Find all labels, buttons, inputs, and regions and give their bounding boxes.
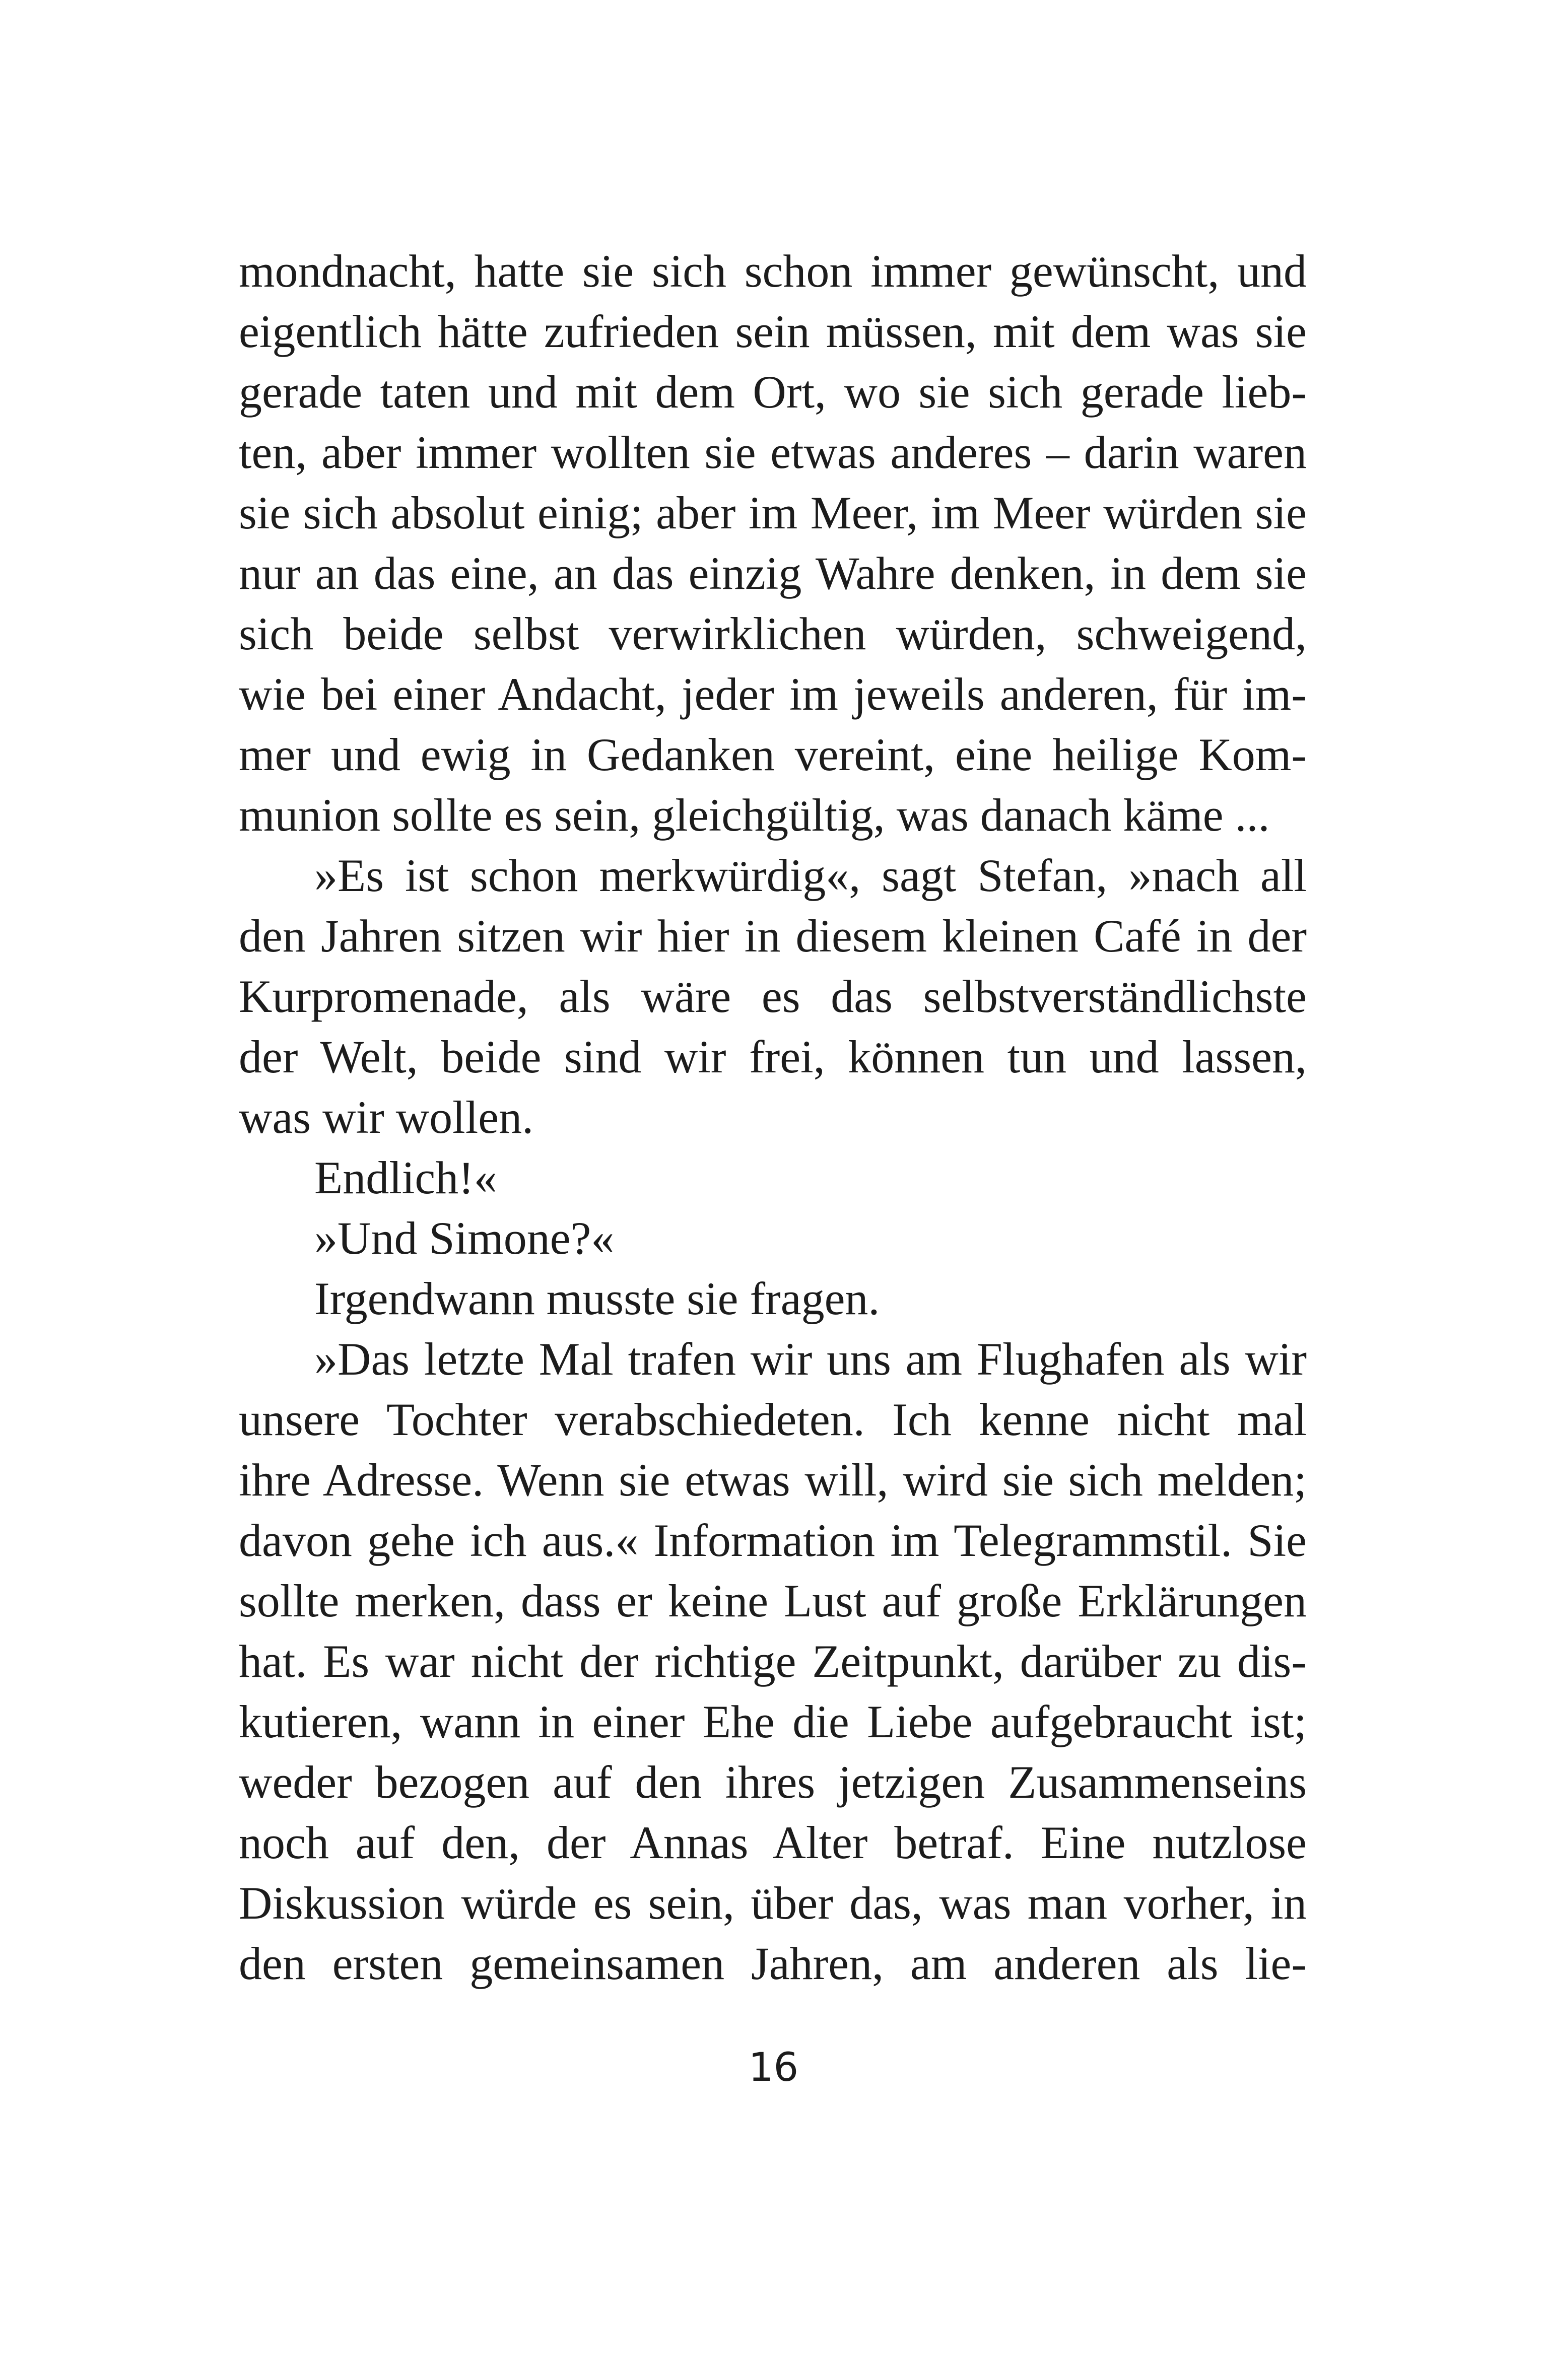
text-line: unsere Tochter verabschiedeten. Ich kenne nicht mal bbox=[239, 1394, 1307, 1445]
text-line: sie sich absolut einig; aber im Meer, im Meer würden sie bbox=[239, 487, 1307, 538]
text-line: nur an das eine, an das einzig Wahre denken, in dem sie bbox=[239, 548, 1307, 599]
page-number: 16 bbox=[748, 2045, 799, 2090]
text-line: weder bezogen auf den ihres jetzigen Zusammenseins bbox=[239, 1756, 1307, 1808]
text-line: wie bei einer Andacht, jeder im jeweils anderen, für im- bbox=[239, 668, 1307, 720]
text-line: noch auf den, der Annas Alter betraf. Eine nutzlose bbox=[239, 1817, 1307, 1868]
text-line: Kurpromenade, als wäre es das selbstverständlichste bbox=[239, 971, 1307, 1022]
text-line: kutieren, wann in einer Ehe die Liebe aufgebraucht ist; bbox=[239, 1696, 1307, 1747]
text-line: munion sollte es sein, gleichgültig, was danach käme ... bbox=[239, 789, 1270, 841]
text-line: der Welt, beide sind wir frei, können tun und lassen, bbox=[239, 1031, 1307, 1082]
text-line: »Es ist schon merkwürdig«, sagt Stefan, »nach all bbox=[314, 850, 1307, 901]
text-line: davon gehe ich aus.« Information im Telegrammstil. Sie bbox=[239, 1515, 1307, 1566]
text-line: ihre Adresse. Wenn sie etwas will, wird sie sich melden; bbox=[239, 1454, 1307, 1506]
text-line: sollte merken, dass er keine Lust auf große Erklärungen bbox=[239, 1575, 1307, 1626]
text-line: den Jahren sitzen wir hier in diesem kleinen Café in der bbox=[239, 910, 1307, 962]
text-line: sich beide selbst verwirklichen würden, schweigend, bbox=[239, 608, 1307, 659]
text-line: eigentlich hätte zufrieden sein müssen, mit dem was sie bbox=[239, 306, 1307, 357]
text-line: mondnacht, hatte sie sich schon immer gewünscht, und bbox=[239, 245, 1307, 297]
text-line: ten, aber immer wollten sie etwas anderes – darin waren bbox=[239, 427, 1307, 478]
text-line: »Und Simone?« bbox=[314, 1212, 615, 1264]
body-text bbox=[239, 241, 1307, 1994]
text-line: mer und ewig in Gedanken vereint, eine heilige Kom- bbox=[239, 729, 1307, 780]
text-line: Endlich!« bbox=[314, 1152, 497, 1203]
text-line: den ersten gemeinsamen Jahren, am anderen als lie- bbox=[239, 1938, 1307, 1989]
text-line: was wir wollen. bbox=[239, 1092, 534, 1143]
text-line: Diskussion würde es sein, über das, was man vorher, in bbox=[239, 1877, 1307, 1929]
text-line: Irgendwann musste sie fragen. bbox=[314, 1273, 880, 1324]
text-line: »Das letzte Mal trafen wir uns am Flughafen als wir bbox=[314, 1333, 1307, 1385]
text-line: hat. Es war nicht der richtige Zeitpunkt, darüber zu dis- bbox=[239, 1636, 1307, 1687]
text-line: gerade taten und mit dem Ort, wo sie sich gerade lieb- bbox=[239, 366, 1307, 418]
